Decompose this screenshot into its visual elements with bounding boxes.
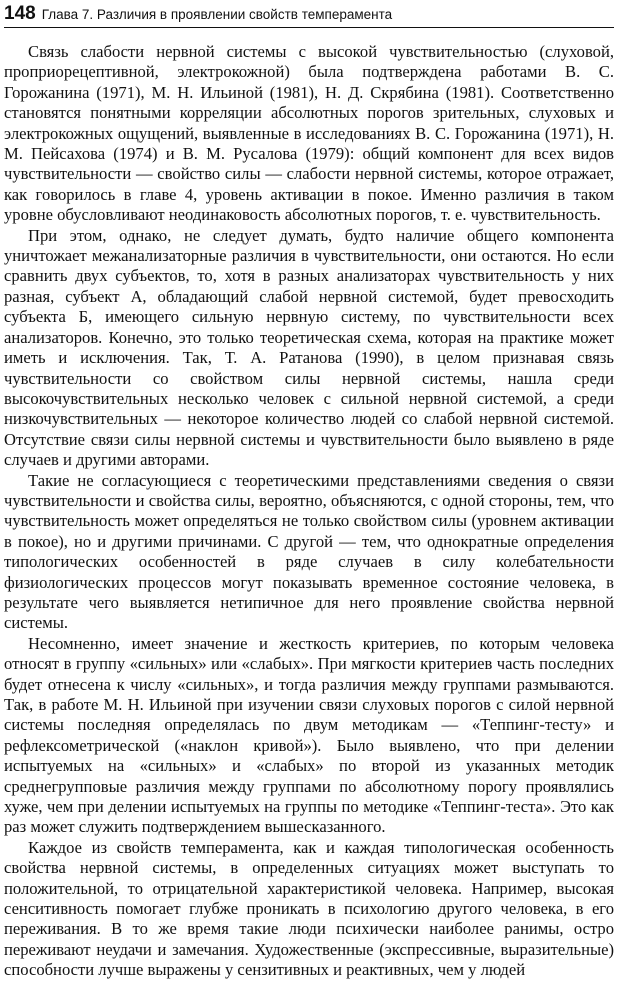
- paragraph: Несомненно, имеет значение и жесткость критериев, по которым человека относят в группу «сильных» или «слабых». При мягкости критериев часть последних будет отнесена к числу «сильных», и тогда различия между группами размываются. Так, в работе М. Н. Ильиной при изучении связи слуховых порогов с силой нервной системы последняя определялась по двум методикам — «Теппинг-тесту» и рефлексометрической («наклон кривой»). Было выявлено, что при делении испытуемых на «сильных» и «слабых» по второй из указанных методик среднегрупповые различия между группами по абсолютному порогу проявлялись хуже, чем при делении испытуемых на группы по методике «Теппинг-теста». Это как раз может служить подтверждением вышесказанного.: [4, 633, 614, 837]
- page-header: [4, 3, 614, 28]
- paragraph: Каждое из свойств темперамента, как и каждая типологическая особенность свойства нервной системы, в определенных ситуациях может выступать то положительной, то отрицательной характеристикой человека. Например, высокая сенситивность помогает глубже проникать в психологию другого человека, в его переживания. В то же время такие люди психически наиболее ранимы, остро переживают неудачи и замечания. Художественные (экспрессивные, выразительные) способности лучше выражены у сензитивных и реактивных, чем у людей: [4, 837, 614, 980]
- running-title: Глава 7. Различия в проявлении свойств темперамента: [41, 7, 393, 22]
- paragraph: Связь слабости нервной системы с высокой чувствительностью (слуховой, проприорецептивной, электрокожной) была подтверждена работами В. С. Горожанина (1971), М. Н. Ильиной (1981), Н. Д. Скрябина (1981). Соответственно становятся понятными корреляции абсолютных порогов зрительных, слуховых и электрокожных ощущений, выявленные в исследованиях В. С. Горожанина (1971), Н. М. Пейсахова (1974) и В. М. Русалова (1979): общий компонент для всех видов чувствительности — свойство силы — слабости нервной системы, которое отражает, как говорилось в главе 4, уровень активации в покое. Именно различия в таком уровне обусловливают неодинаковость абсолютных порогов, т. е. чувствительность.: [4, 42, 614, 225]
- page-number: 148: [4, 3, 36, 24]
- paragraph: При этом, однако, не следует думать, будто наличие общего компонента уничтожает межанализаторные различия в чувствительности, они остаются. Но если сравнить двух субъектов, то, хотя в разных анализаторах чувствительность у них разная, субъект А, обладающий слабой нервной системой, будет превосходить субъекта Б, имеющего сильную нервную систему, по чувствительности всех анализаторов. Конечно, это только теоретическая схема, которая на практике может иметь и исключения. Так, Т. А. Ратанова (1990), в целом признавая связь чувствительности со свойством силы нервной системы, нашла среди высокочувствительных несколько человек с сильной нервной системой, а среди низкочувствительных — некоторое количество людей со слабой нервной системой. Отсутствие связи силы нервной системы и чувствительности было выявлено в ряде случаев и другими авторами.: [4, 225, 614, 470]
- body-text: [4, 42, 614, 981]
- paragraph: Такие не согласующиеся с теоретическими представлениями сведения о связи чувствительности и свойства силы, вероятно, объясняются, с одной стороны, тем, что чувствительность может определяться не только свойством силы (уровнем активации в покое), но и другими причинами. С другой — тем, что однократные определения типологических особенностей в ряде случаев в силу колебательности физиологических процессов могут показывать временное состояние человека, в результате чего выявляется нетипичное для него проявление свойства нервной системы.: [4, 470, 614, 633]
